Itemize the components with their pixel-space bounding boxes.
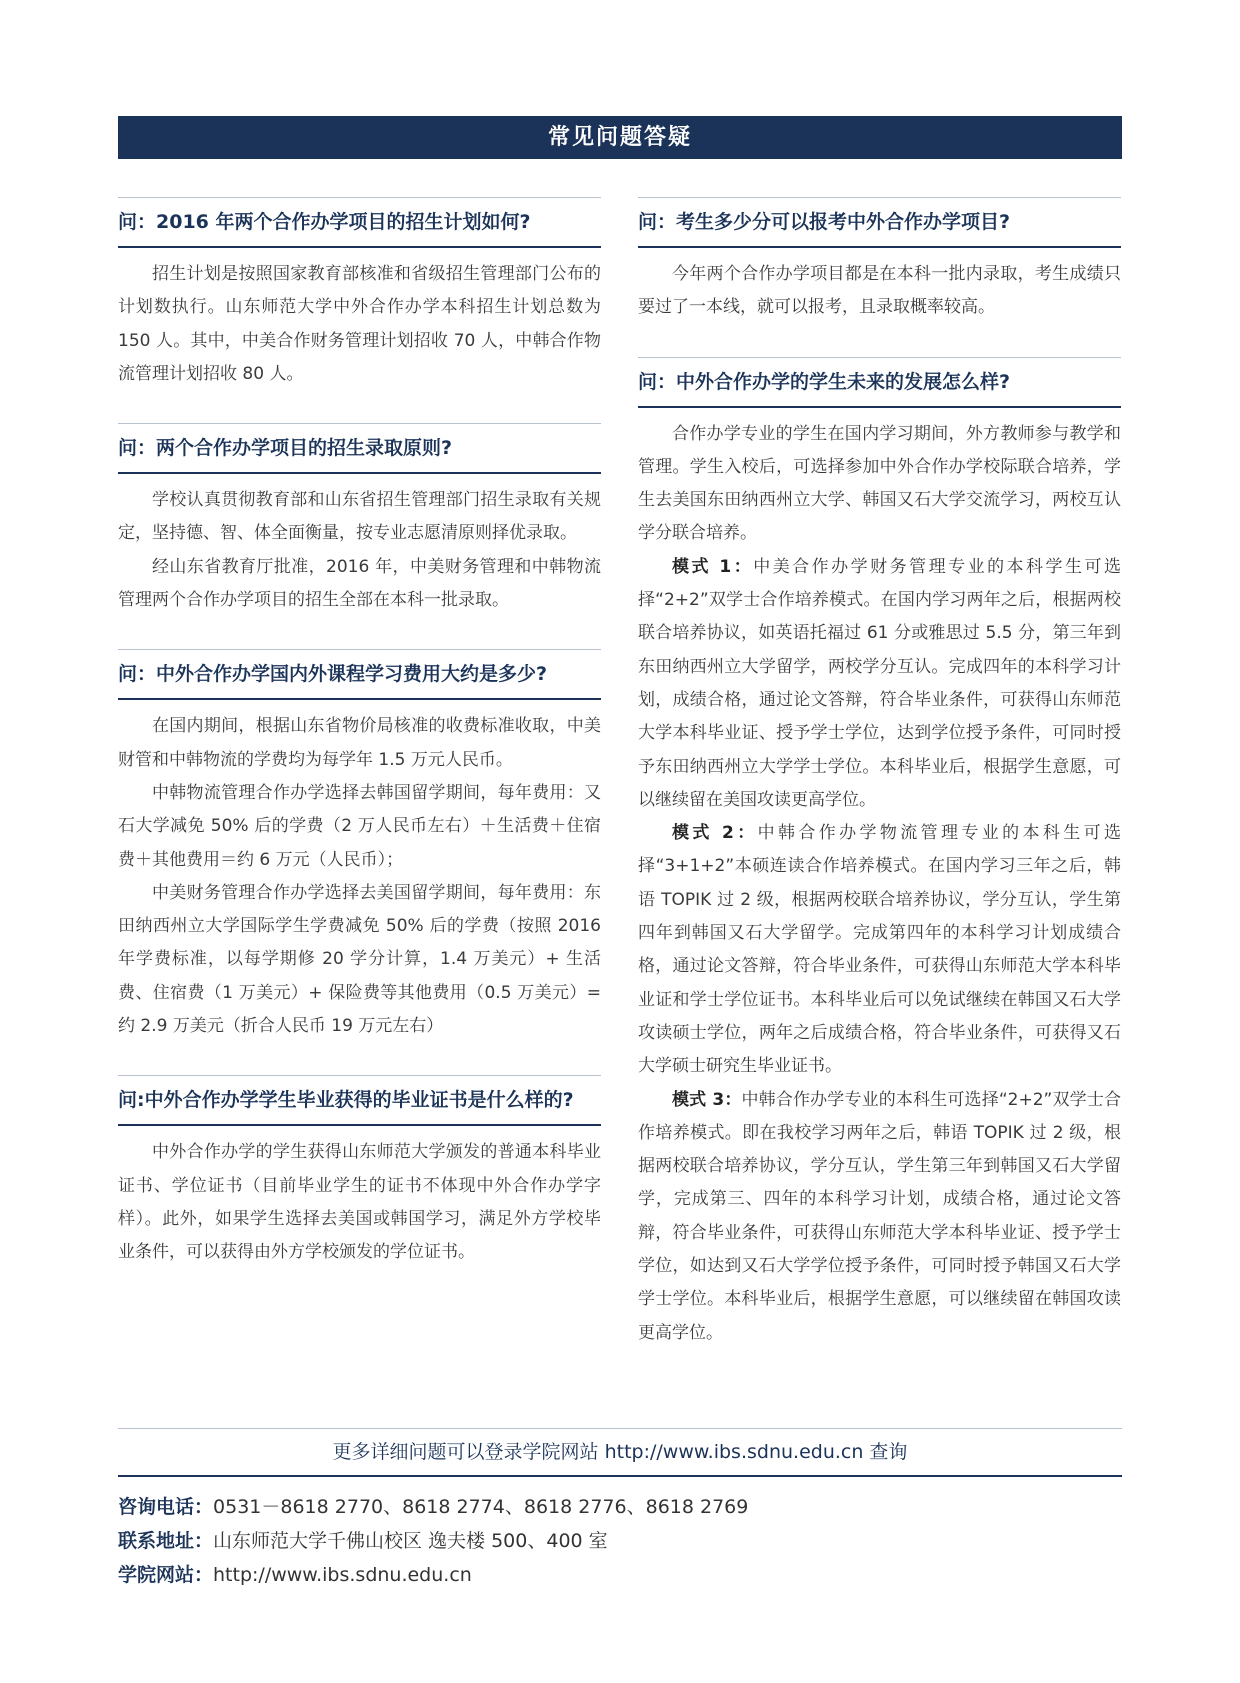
- question-heading: 问：两个合作办学项目的招生录取原则?: [118, 423, 601, 474]
- website-row: [118, 1558, 1122, 1592]
- question-heading: 问：2016 年两个合作办学项目的招生计划如何?: [118, 197, 601, 248]
- address-value: 山东师范大学千佛山校区 逸夫楼 500、400 室: [213, 1530, 608, 1552]
- mode-paragraph: [638, 817, 1121, 1083]
- answer-paragraph: 合作办学专业的学生在国内学习期间，外方教师参与教学和管理。学生入校后，可选择参加中外合作办学校际联合培养，学生去美国东田纳西州立大学、韩国又石大学交流学习，两校互认学分联合培养。: [638, 423, 1121, 544]
- question-heading: 问：考生多少分可以报考中外合作办学项目?: [638, 197, 1121, 248]
- mode-paragraph: [638, 1084, 1121, 1350]
- mode-label: 模式 1：: [672, 556, 754, 577]
- answer-paragraph: 中韩物流管理合作办学选择去韩国留学期间，每年费用：又石大学减免 50% 后的学费（2 万人民币左右）＋生活费＋住宿费＋其他费用＝约 6 万元（人民币）；: [118, 782, 601, 870]
- phone-row: [118, 1490, 1122, 1524]
- website-label: 学院网站：: [118, 1564, 214, 1586]
- qa-block: [118, 197, 601, 391]
- mode-text: 中美合作办学财务管理专业的本科学生可选择“2+2”双学士合作培养模式。在国内学习两年之后，根据两校联合培养协议，如英语托福过 61 分或雅思过 5.5 分，第三年到东田纳西州立大学留学，两校学分互认。完成四年的本科学习计划，成绩合格，通过论文答辩，符合毕业条件，可获得山东师范大学本科毕业证、授予学士学位，达到学位授予条件，可同时授予东田纳西州立大学学士学位。本科毕业后，根据学生意愿，可以继续留在美国攻读更高学位。: [638, 556, 1122, 810]
- qa-block: [638, 357, 1121, 1350]
- answer-paragraph: 在国内期间，根据山东省物价局核准的收费标准收取，中美财管和中韩物流的学费均为每学年 1.5 万元人民币。: [118, 716, 601, 770]
- right-column: [638, 197, 1121, 1382]
- answer: [118, 248, 601, 391]
- address-label: 联系地址：: [118, 1530, 214, 1552]
- answer: [118, 1126, 601, 1269]
- left-column: [118, 197, 601, 1302]
- phone-label: 咨询电话：: [118, 1496, 214, 1518]
- qa-block: [118, 1075, 601, 1269]
- question-heading: 问:中外合作办学学生毕业获得的毕业证书是什么样的?: [118, 1075, 601, 1126]
- answer-paragraph: 学校认真贯彻教育部和山东省招生管理部门招生录取有关规定，坚持德、智、体全面衡量，按专业志愿清原则择优录取。: [118, 490, 601, 544]
- mode-text: 中韩合作办学物流管理专业的本科生可选择“3+1+2”本硕连读合作培养模式。在国内学习三年之后，韩语 TOPIK 过 2 级，根据两校联合培养协议，学分互认，学生第四年到韩国又石大学留学。完成第四年的本科学习计划成绩合格，通过论文答辩，符合毕业条件，可获得山东师范大学本科毕业证和学士学位证书。本科毕业后可以免试继续在韩国又石大学攻读硕士学位，两年之后成绩合格，符合毕业条件，可获得又石大学硕士研究生毕业证书。: [638, 823, 1121, 1077]
- contact-info: [118, 1490, 1122, 1592]
- more-info-line: 更多详细问题可以登录学院网站 http://www.ibs.sdnu.edu.cn 查询: [118, 1428, 1122, 1477]
- mode-label: 模式 2：: [672, 823, 758, 844]
- qa-block: [118, 423, 601, 617]
- mode-text: 中韩合作办学专业的本科生可选择“2+2”双学士合作培养模式。即在我校学习两年之后，韩语 TOPIK 过 2 级，根据两校联合培养协议，学分互认，学生第三年到韩国又石大学留学，完成第三、四年的本科学习计划，成绩合格，通过论文答辩，符合毕业条件，可获得山东师范大学本科毕业证、授予学士学位，如达到又石大学学位授予条件，可同时授予韩国又石大学学士学位。本科毕业后，根据学生意愿，可以继续留在韩国攻读更高学位。: [638, 1089, 1121, 1343]
- answer-paragraph: 今年两个合作办学项目都是在本科一批内录取，考生成绩只要过了一本线，就可以报考，且录取概率较高。: [638, 264, 1121, 318]
- question-heading: 问：中外合作办学国内外课程学习费用大约是多少?: [118, 649, 601, 700]
- answer-paragraph: 中外合作办学的学生获得山东师范大学颁发的普通本科毕业证书、学位证书（目前毕业学生的证书不体现中外合作办学字样）。此外，如果学生选择去美国或韩国学习，满足外方学校毕业条件，可以获得由外方学校颁发的学位证书。: [118, 1142, 601, 1263]
- answer-paragraph: 中美财务管理合作办学选择去美国留学期间，每年费用：东田纳西州立大学国际学生学费减免 50% 后的学费（按照 2016 年学费标准，以每学期修 20 学分计算，1.4 万美元）+ 生活费、住宿费（1 万美元）+ 保险费等其他费用（0.5 万美元）= 约 2.9 万美元（折合人民币 19 万元左右）: [118, 882, 601, 1037]
- address-row: [118, 1524, 1122, 1558]
- answer: [118, 700, 601, 1043]
- answer: [118, 474, 601, 617]
- answer-paragraph: 经山东省教育厅批准，2016 年，中美财务管理和中韩物流管理两个合作办学项目的招生全部在本科一批录取。: [118, 556, 601, 611]
- website-value: http://www.ibs.sdnu.edu.cn: [213, 1564, 472, 1586]
- answer-paragraph: 招生计划是按照国家教育部核准和省级招生管理部门公布的计划数执行。山东师范大学中外合作办学本科招生计划总数为 150 人。其中，中美合作财务管理计划招收 70 人，中韩合作物流管理计划招收 80 人。: [118, 264, 601, 384]
- section-banner: 常见问题答疑: [118, 116, 1122, 159]
- mode-paragraph: [638, 551, 1121, 817]
- qa-block: [638, 197, 1121, 325]
- phone-value: 0531－8618 2770、8618 2774、8618 2776、8618 2769: [213, 1496, 749, 1518]
- question-heading: 问：中外合作办学的学生未来的发展怎么样?: [638, 357, 1121, 408]
- qa-block: [118, 649, 601, 1043]
- answer: [638, 408, 1121, 1350]
- answer: [638, 248, 1121, 325]
- mode-label: 模式 3：: [672, 1089, 742, 1110]
